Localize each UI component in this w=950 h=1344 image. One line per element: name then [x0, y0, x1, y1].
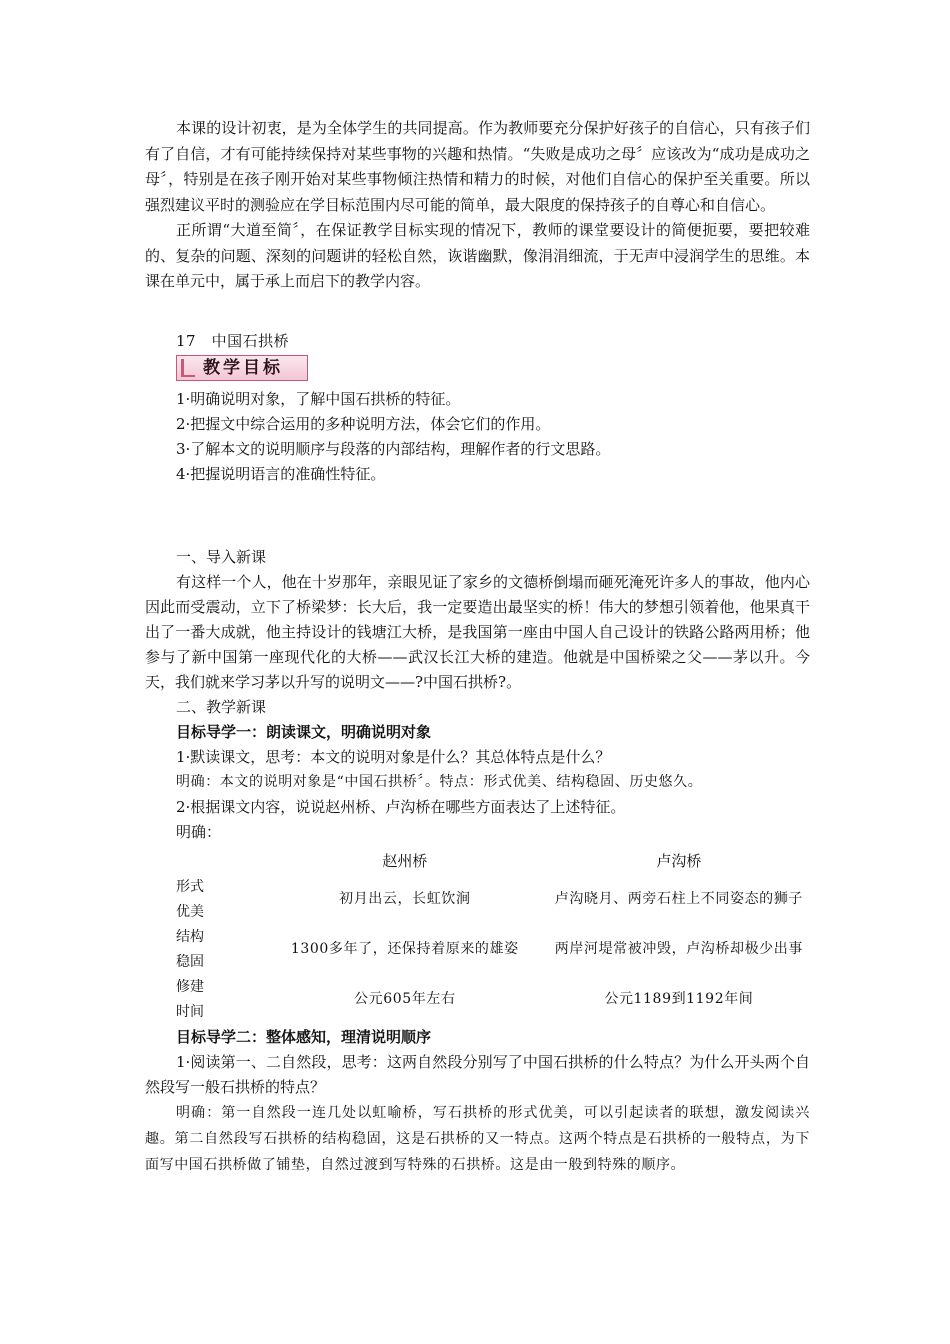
- question-1: 1·默读课文，思考：本文的说明对象是什么？其总体特点是什么？: [176, 747, 611, 766]
- badge-decoration-icon: [181, 359, 195, 377]
- row-label-line: 优美: [176, 903, 204, 920]
- table-row: [145, 975, 810, 1025]
- table-cell-lugou: 卢沟晓月、两旁石柱上不同姿态的狮子: [554, 891, 803, 907]
- table-header-zhaozhou: 赵州桥: [382, 852, 428, 870]
- section-heading-intro: 一、导入新课: [176, 547, 267, 566]
- goals-badge: [176, 355, 308, 381]
- goal-item: 3·了解本文的说明顺序与段落的内部结构，理解作者的行文思路。: [176, 439, 611, 458]
- row-label-line: 稳固: [176, 953, 204, 970]
- table-header-row: [145, 847, 810, 875]
- table-cell-lugou: 公元1189到1192年间: [604, 991, 754, 1007]
- table-row: [145, 925, 810, 975]
- question-2: 2·根据课文内容，说说赵州桥、卢沟桥在哪些方面表达了上述特征。: [176, 797, 626, 816]
- section-spacer: [145, 487, 810, 545]
- section-heading-new-lesson: 二、教学新课: [176, 697, 267, 716]
- table-cell-lugou: 两岸河堤常被冲毁，卢沟桥却极少出事: [554, 941, 803, 957]
- row-label-line: 形式: [176, 878, 204, 895]
- answer-3: 明确：第一自然段一连几处以虹喻桥，写石拱桥的形式优美，可以引起读者的联想，激发阅读兴趣。第二自然段写石拱桥的结构稳固，这是石拱桥的又一特点。这两个特点是石拱桥的一般特点，为下面写中国石拱桥做了铺垫，自然过渡到写特殊的石拱桥。这是由一般到特殊的顺序。: [145, 1104, 810, 1173]
- goal-item: 1·明确说明对象，了解中国石拱桥的特征。: [176, 389, 461, 408]
- row-label-line: 修建: [176, 978, 204, 995]
- row-label-line: 结构: [176, 928, 204, 945]
- goal-guide-1: 目标导学一：朗读课文，明确说明对象: [176, 722, 432, 741]
- intro-paragraph-2: 正所谓“大道至简〞，在保证教学目标实现的情况下，教师的课堂要设计的简便扼要，要把较难的、复杂的问题、深刻的问题讲的轻松自然，诙谐幽默，像涓涓细流，于无声中浸润学生的思维。本课在单元中，属于承上而启下的教学内容。: [145, 221, 810, 290]
- answer-2: 明确：: [176, 822, 222, 841]
- goal-guide-2: 目标导学二：整体感知，理清说明顺序: [176, 1027, 432, 1046]
- goal-item: 2·把握文中综合运用的多种说明方法，体会它们的作用。: [176, 414, 551, 433]
- table-header-empty: [145, 847, 262, 875]
- goals-badge-wrapper: [145, 355, 810, 381]
- row-label: [145, 875, 262, 925]
- table-cell-zhaozhou: 初月出云，长虹饮涧: [339, 891, 471, 907]
- document-body: [145, 116, 810, 1178]
- row-label: [145, 975, 262, 1025]
- row-label-line: 时间: [176, 1003, 204, 1020]
- row-label: [145, 925, 262, 975]
- answer-1: 明确：本文的说明对象是“中国石拱桥〞。特点：形式优美、结构稳固、历史悠久。: [176, 773, 703, 790]
- question-3: 1·阅读第一、二自然段，思考：这两自然段分别写了中国石拱桥的什么特点？为什么开头两个自然段写一般石拱桥的特点？: [145, 1052, 810, 1096]
- intro-paragraph-1: 本课的设计初衷，是为全体学生的共同提高。作为教师要充分保护好孩子的自信心，只有孩子们有了自信，才有可能持续保持对某些事物的兴趣和热情。“失败是成功之母〞应该改为“成功是成功之母〞，特别是在孩子刚开始对某些事物倾注热情和精力的时候，对他们自信心的保护至关重要。所以强烈建议平时的测验应在学目标范围内尽可能的简单，最大限度的保持孩子的自尊心和自信心。: [145, 119, 810, 214]
- goal-item: 4·把握说明语言的准确性特征。: [176, 464, 386, 483]
- table-header-lugou: 卢沟桥: [656, 852, 702, 870]
- goals-badge-label: 教学目标: [203, 357, 283, 378]
- lesson-title: 17 中国石拱桥: [176, 331, 290, 350]
- intro-story-paragraph: 有这样一个人，他在十岁那年，亲眼见证了家乡的文德桥倒塌而砸死淹死许多人的事故，他内心因此而受震动，立下了桥梁梦：长大后，我一定要造出最坚实的桥！伟大的梦想引领着他，他果真干出了一番大成就，他主持设计的钱塘江大桥，是我国第一座由中国人自己设计的铁路公路两用桥；他参与了新中国第一座现代化的大桥——武汉长江大桥的建造。他就是中国桥梁之父——茅以升。今天，我们就来学习茅以升写的说明文——?中国石拱桥?。: [145, 572, 810, 691]
- comparison-table: [145, 847, 810, 1025]
- table-cell-zhaozhou: 公元605年左右: [354, 991, 456, 1007]
- table-cell-zhaozhou: 1300多年了，还保持着原来的雄姿: [290, 941, 519, 957]
- table-row: [145, 875, 810, 925]
